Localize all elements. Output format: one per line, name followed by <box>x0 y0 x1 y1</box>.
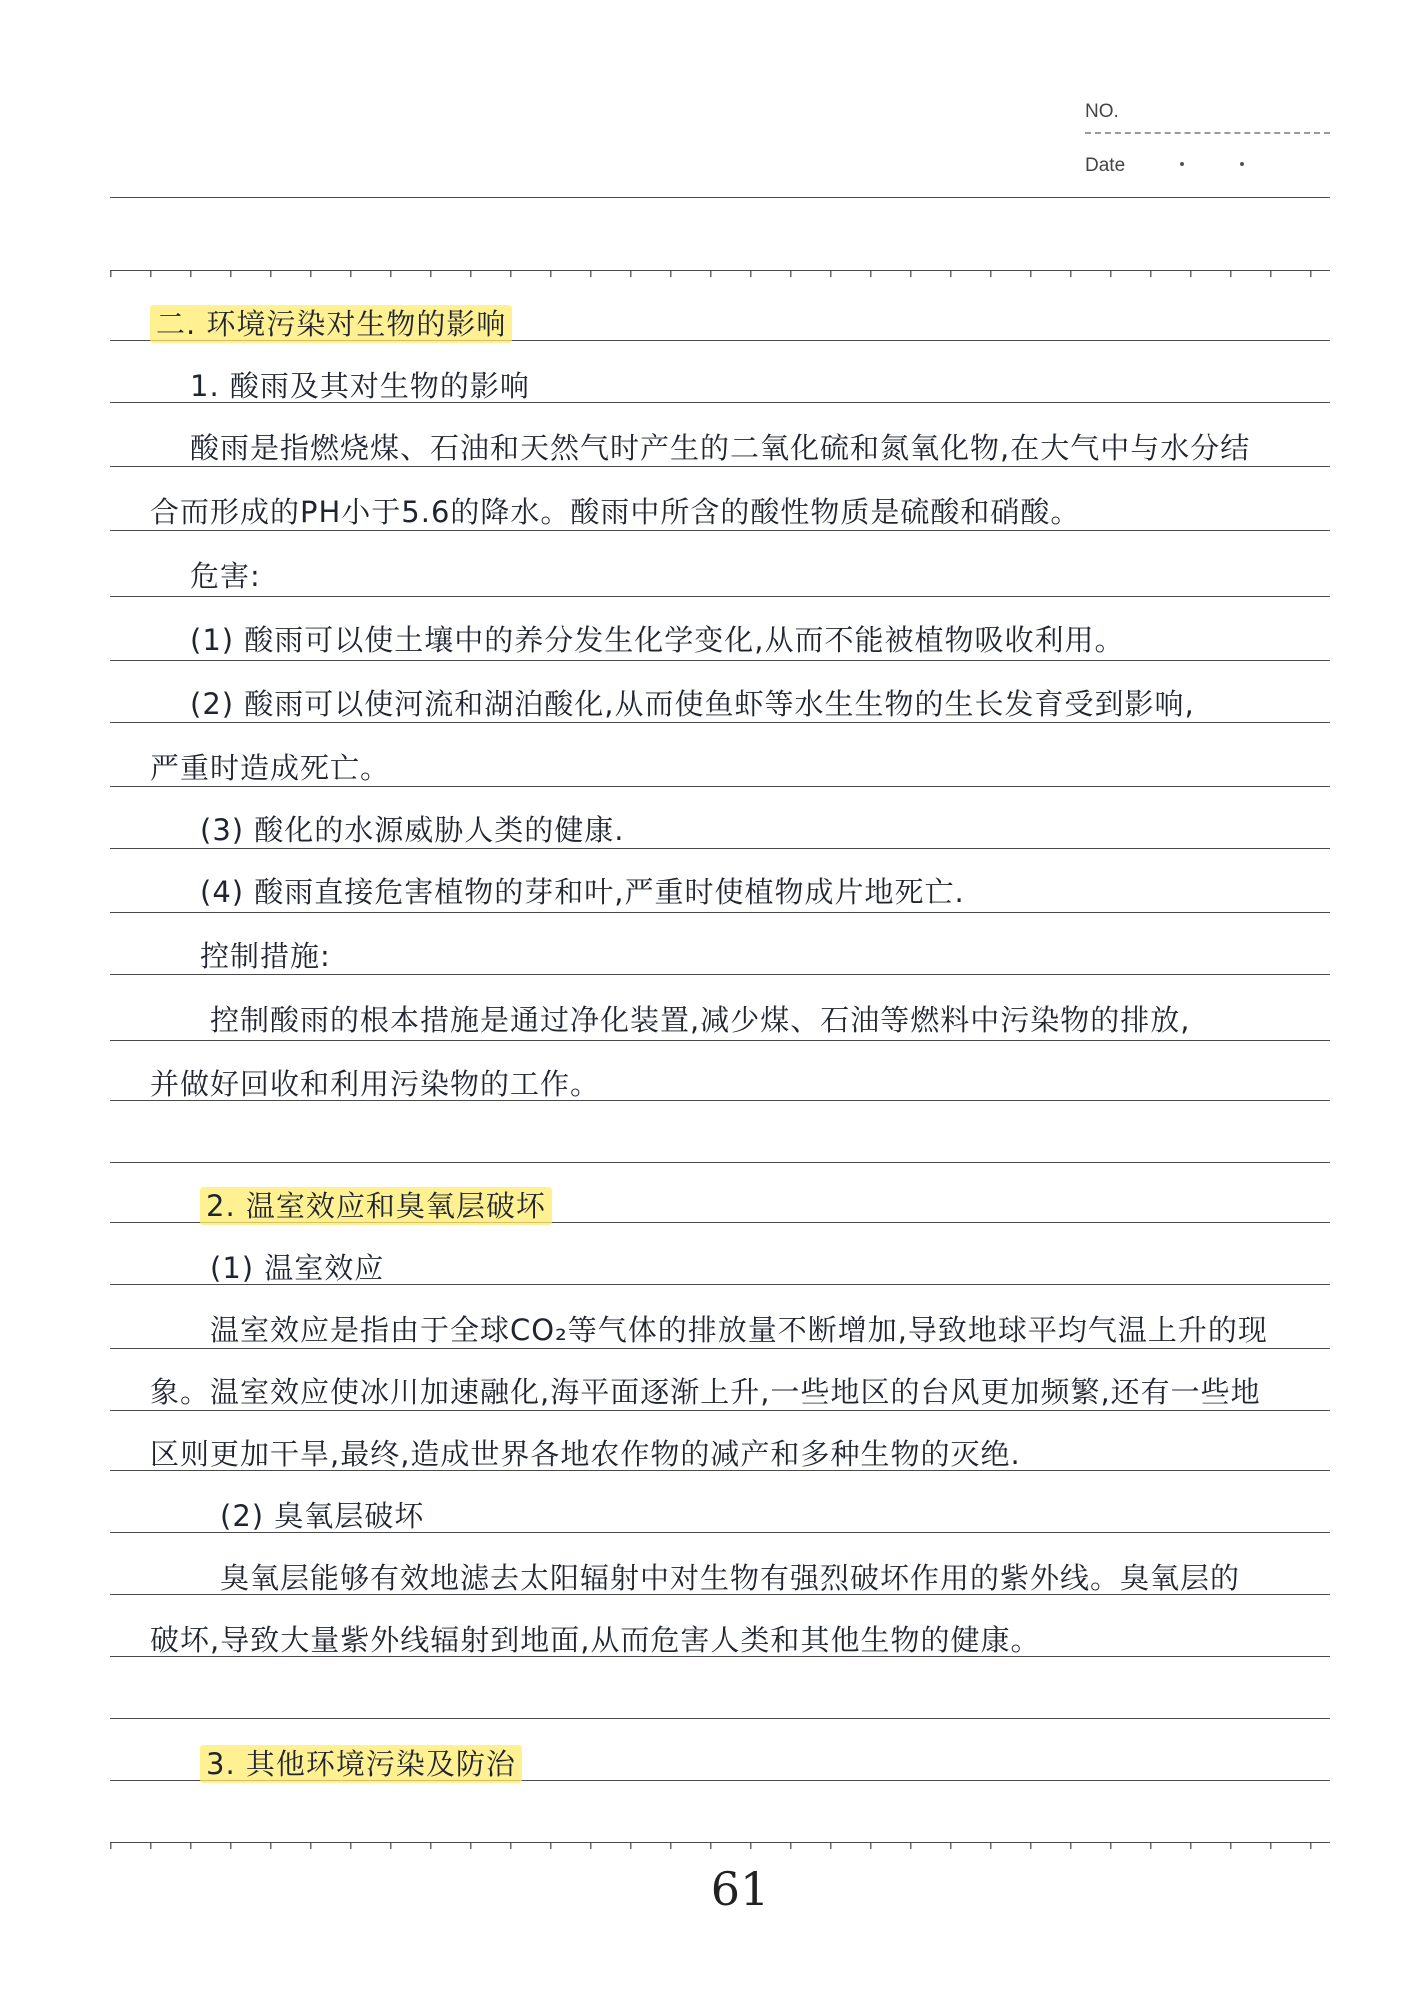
paragraph-line: 酸雨是指燃烧煤、石油和天然气时产生的二氧化硫和氮氧化物,在大气中与水分结 <box>190 431 1251 465</box>
no-label: NO. <box>1085 101 1119 122</box>
list-item: 严重时造成死亡。 <box>150 751 391 785</box>
section-title: 二. 环境污染对生物的影响 <box>150 306 512 342</box>
ruled-line <box>110 596 1330 597</box>
ruled-line <box>110 1162 1330 1163</box>
ruled-line <box>110 270 1330 279</box>
ruled-line <box>110 197 1330 198</box>
paragraph-line: 温室效应是指由于全球CO₂等气体的排放量不断增加,导致地球平均气温上升的现 <box>210 1313 1268 1347</box>
ruled-line <box>110 1718 1330 1719</box>
list-item: (4) 酸雨直接危害植物的芽和叶,严重时使植物成片地死亡. <box>200 875 965 909</box>
paragraph-line: 合而形成的PH小于5.6的降水。酸雨中所含的酸性物质是硫酸和硝酸。 <box>150 495 1081 529</box>
paragraph-line: 并做好回收和利用污染物的工作。 <box>150 1067 601 1101</box>
subsection-3-title: 3. 其他环境污染及防治 <box>200 1746 522 1782</box>
no-dashed-line <box>1085 132 1330 134</box>
ozone-title: (2) 臭氧层破坏 <box>220 1499 425 1533</box>
ruled-line <box>110 1410 1330 1411</box>
ruled-line <box>110 530 1330 531</box>
ruled-line <box>110 1842 1330 1851</box>
subsection-1-title: 1. 酸雨及其对生物的影响 <box>190 369 530 403</box>
ruled-line <box>110 1040 1330 1041</box>
date-label: Date <box>1085 155 1126 176</box>
list-item: (1) 酸雨可以使土壤中的养分发生化学变化,从而不能被植物吸收利用。 <box>190 623 1125 657</box>
list-item: (3) 酸化的水源威胁人类的健康. <box>200 813 625 847</box>
harm-label: 危害: <box>190 559 261 593</box>
page-number: 61 <box>710 1862 770 1916</box>
ruled-line <box>110 848 1330 849</box>
ruled-line <box>110 660 1330 661</box>
ruled-line <box>110 1348 1330 1349</box>
ruled-line <box>110 974 1330 975</box>
subsection-2-title: 2. 温室效应和臭氧层破坏 <box>200 1188 552 1224</box>
date-dot <box>1180 162 1184 166</box>
paragraph-line: 区则更加干旱,最终,造成世界各地农作物的减产和多种生物的灭绝. <box>150 1437 1021 1471</box>
ruled-line <box>110 466 1330 467</box>
date-dot <box>1240 162 1244 166</box>
control-label: 控制措施: <box>200 939 331 973</box>
paragraph-line: 破坏,导致大量紫外线辐射到地面,从而危害人类和其他生物的健康。 <box>150 1623 1041 1657</box>
paragraph-line: 象。温室效应使冰川加速融化,海平面逐渐上升,一些地区的台风更加频繁,还有一些地 <box>150 1375 1261 1409</box>
paragraph-line: 控制酸雨的根本措施是通过净化装置,减少煤、石油等燃料中污染物的排放, <box>210 1003 1191 1037</box>
ruled-line <box>110 912 1330 913</box>
list-item: (2) 酸雨可以使河流和湖泊酸化,从而使鱼虾等水生生物的生长发育受到影响, <box>190 687 1195 721</box>
paragraph-line: 臭氧层能够有效地滤去太阳辐射中对生物有强烈破坏作用的紫外线。臭氧层的 <box>220 1561 1241 1595</box>
greenhouse-title: (1) 温室效应 <box>210 1251 385 1285</box>
ruled-line <box>110 722 1330 723</box>
ruled-line <box>110 786 1330 787</box>
